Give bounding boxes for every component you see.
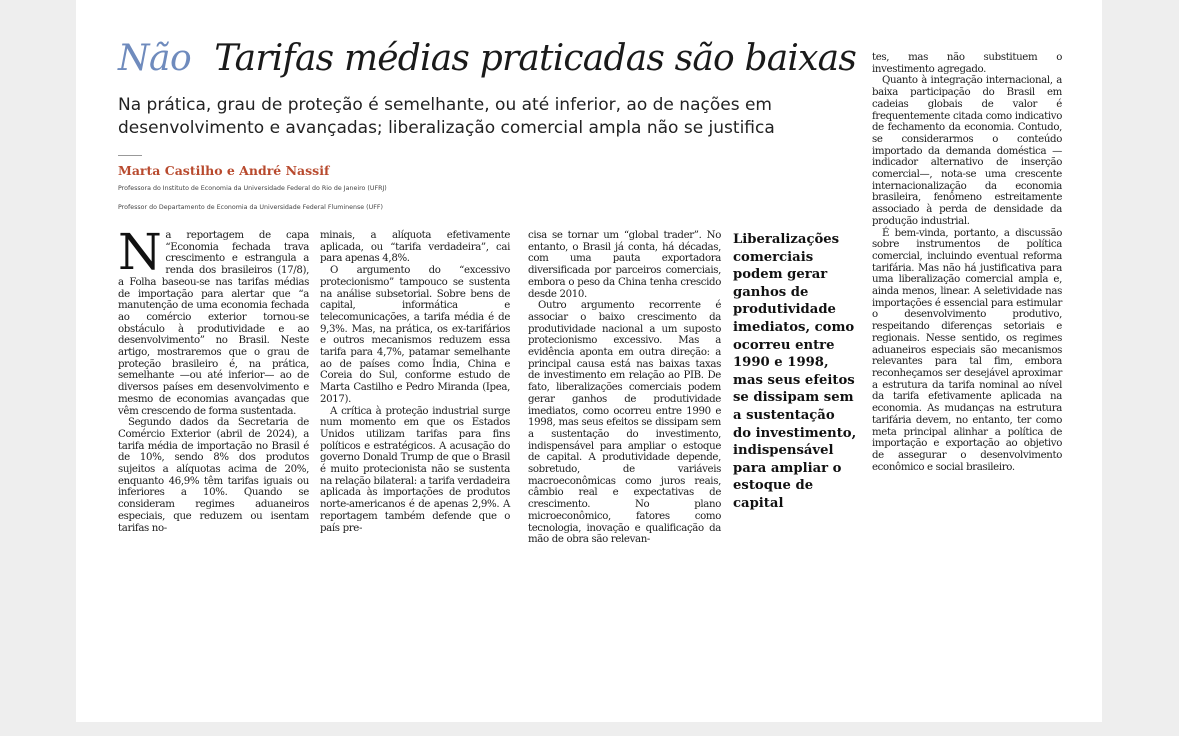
- author-affiliation-1: Professora do Instituto de Economia da Universidade Federal do Rio de Janeiro (UFRJ): [118, 185, 387, 192]
- paragraph: cisa se tornar um “global trader”. No entanto, o Brasil já conta, há décadas, com uma pauta exportadora diversificada por parceiros comerciais, embora o peso da China tenha crescido desde 2010.: [528, 230, 721, 300]
- author-affiliation-2: Professor do Departamento de Economia da Universidade Federal Fluminense (UFF): [118, 204, 383, 211]
- headline-row: [118, 38, 856, 79]
- article-column-5: [872, 52, 1062, 473]
- article-column-1: [118, 223, 309, 534]
- paragraph: tes, mas não substituem o investimento agregado.: [872, 52, 1062, 75]
- paragraph: A crítica à proteção industrial surge num momento em que os Estados Unidos utilizam tarifas para fins políticos e estratégicos. A acusação do governo Donald Trump de que o Brasil é muito protecionista não se sustenta na relação bilateral: a tarifa verdadeira aplicada às importações de produtos norte-americanos é de apenas 2,9%. A reportagem também defende que o país pre-: [320, 405, 510, 534]
- article-column-2: [320, 230, 510, 534]
- paragraph: É bem-vinda, portanto, a discussão sobre instrumentos de política comercial, incluindo eventual reforma tarifária. Mas não há justificativa para uma liberalização comercial ampla e, ainda menos, linear. A seletividade nas importações é essencial para estimular o desenvolvimento produtivo, respeitando diferenças setoriais e regionais. Nesse sentido, os regimes aduaneiros especiais são mecanismos relevantes para tal fim, embora reconheçamos ser desejável aproximar a estrutura da tarifa nominal ao nível da tarifa efetivamente aplicada na economia. As mudanças na estrutura tarifária devem, no entanto, ter como meta principal alinhar a política de importação e exportação ao objetivo de assegurar o desenvolvimento econômico e social brasileiro.: [872, 227, 1062, 473]
- paragraph: Outro argumento recorrente é associar o baixo crescimento da produtividade nacional a um suposto protecionismo excessivo. Mas a evidência aponta em outra direção: a principal causa está nas baixas taxas de investimento em relação ao PIB. De fato, liberalizações comerciais podem gerar ganhos de produtividade imediatos, como ocorreu entre 1990 e 1998, mas seus efeitos se dissipam sem a sustentação do investimento, indispensável para ampliar o estoque de capital. A produtividade depende, sobretudo, de variáveis macroeconômicas como juros reais, câmbio real e expectativas de crescimento. No plano microeconômico, fatores como tecnologia, inovação e qualificação da mão de obra são relevan-: [528, 300, 721, 546]
- divider: [118, 155, 142, 156]
- paragraph: O argumento do “excessivo protecionismo” tampouco se sustenta na análise subsetorial. Sobre bens de capital, informática e telecomunicações, a tarifa média é de 9,3%. Mas, na prática, os ex-tarifários e outros mecanismos reduzem essa tarifa para 4,7%, patamar semelhante ao de países como Índia, China e Coreia do Sul, conforme estudo de Marta Castilho e Pedro Miranda (Ipea, 2017).: [320, 265, 510, 405]
- paragraph: Quanto à integração internacional, a baixa participação do Brasil em cadeias globais de valor é frequentemente citada como indicativo de fechamento da economia. Contudo, se considerarmos o conteúdo importado da demanda doméstica —indicador alternativo de inserção comercial—, nota-se uma crescente internacionalização da economia brasileira, fenômeno estreitamente associado à perda de densidade da produção industrial.: [872, 75, 1062, 227]
- paragraph: minais, a alíquota efetivamente aplicada, ou “tarifa verdadeira”, cai para apenas 4,8%.: [320, 230, 510, 265]
- paragraph: Segundo dados da Secretaria de Comércio Exterior (abril de 2024), a tarifa média de importação no Brasil é de 10%, sendo 8% dos produtos sujeitos a alíquotas acima de 20%, enquanto 46,9% têm tarifas iguais ou inferiores a 10%. Quando se consideram regimes aduaneiros especiais, que reduzem ou isentam tarifas no-: [118, 417, 309, 534]
- page-title: Tarifas médias praticadas são baixas: [214, 38, 856, 79]
- paragraph: a reportagem de capa “Economia fechada trava crescimento e estrangula a renda dos brasileiros (17/8), a Folha baseou-se nas tarifas médias de importação para alertar que “a manutenção de uma economia fechada ao comércio exterior tornou-se obstáculo à produtividade e ao desenvolvimento” no Brasil. Neste artigo, mostraremos que o grau de proteção brasileiro é, na prática, semelhante —ou até inferior— ao de diversos países em desenvolvimento e mesmo de economias avançadas que vêm crescendo de forma sustentada.: [118, 230, 309, 417]
- section-kicker: Não: [118, 38, 192, 79]
- newspaper-page: [76, 0, 1102, 722]
- byline: Marta Castilho e André Nassif: [118, 163, 330, 178]
- drop-cap: N: [118, 223, 162, 281]
- subheadline: Na prática, grau de proteção é semelhante, ou até inferior, ao de nações em desenvolvimento e avançadas; liberalização comercial ampla não se justifica: [118, 95, 775, 138]
- pull-quote: Liberalizações comerciais podem gerar ganhos de produtividade imediatos, como ocorreu entre 1990 e 1998, mas seus efeitos se dissipam sem a sustentação do investimento, indispensável para ampliar o estoque de capital: [733, 232, 857, 511]
- article-column-3: [528, 230, 721, 546]
